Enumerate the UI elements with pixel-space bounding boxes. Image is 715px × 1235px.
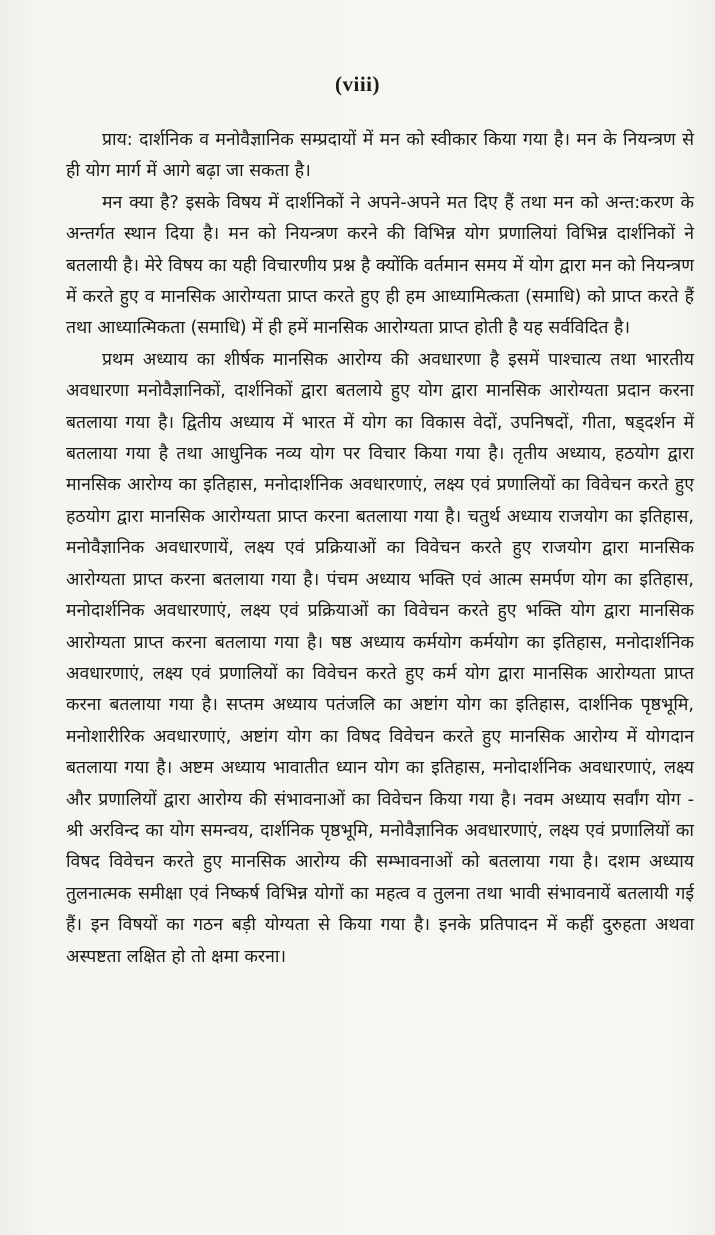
paragraph-1: प्राय: दार्शनिक व मनोवैज्ञानिक सम्प्रदायों में मन को स्वीकार किया गया है। मन के नियन्त्रण से ही योग मार्ग में आगे बढ़ा जा सकता है। bbox=[66, 130, 694, 182]
body-text bbox=[66, 125, 694, 973]
paragraph-3: प्रथम अध्याय का शीर्षक मानसिक आरोग्य की अवधारणा है इसमें पाश्चात्य तथा भारतीय अवधारणा मनोवैज्ञानिकों, दार्शनिकों द्वारा बतलाये हुए योग द्वारा मानसिक आरोग्यता प्रदान करना बतलाया गया है। द्वितीय अध्याय में भारत में योग का विकास वेदों, उपनिषदों, गीता, षड्दर्शन में बतलाया गया है तथा आधुनिक नव्य योग पर विचार किया गया है। तृतीय अध्याय, हठयोग द्वारा मानसिक आरोग्य का इतिहास, मनोदार्शनिक अवधारणाएं, लक्ष्य एवं प्रणालियों का विवेचन करते हुए हठयोग द्वारा मानसिक आरोग्यता प्राप्त करना बतलाया गया है। चतुर्थ अध्याय राजयोग का इतिहास, मनोवैज्ञानिक अवधारणायें, लक्ष्य एवं प्रक्रियाओं का विवेचन करते हुए राजयोग द्वारा मानसिक आरोग्यता प्राप्त करना बतलाया गया है। पंचम अध्याय भक्ति एवं आत्म समर्पण योग का इतिहास, मनोदार्शनिक अवधारणाएं, लक्ष्य एवं प्रक्रियाओं का विवेचन करते हुए भक्ति योग द्वारा मानसिक आरोग्यता प्राप्त करना बतलाया गया है। षष्ठ अध्याय कर्मयोग कर्मयोग का इतिहास, मनोदार्शनिक अवधारणाएं, लक्ष्य एवं प्रणालियों का विवेचन करते हुए कर्म योग द्वारा मानसिक आरोग्यता प्राप्त करना बतलाया गया है। सप्तम अध्याय पतंजलि का अष्टांग योग का इतिहास, दार्शनिक पृष्ठभूमि, मनोशारीरिक अवधारणाएं, अष्टांग योग का विषद विवेचन करते हुए मानसिक आरोग्य में योगदान बतलाया गया है। अष्टम अध्याय भावातीत ध्यान योग का इतिहास, मनोदार्शनिक अवधारणाएं, लक्ष्य और प्रणालियों द्वारा आरोग्य की संभावनाओं का विवेचन किया गया है। नवम अध्याय सर्वांग योग - श्री अरविन्द का योग समन्वय, दार्शनिक पृष्ठभूमि, मनोवैज्ञानिक अवधारणाएं, लक्ष्य एवं प्रणालियों का विषद विवेचन करते हुए मानसिक आरोग्य की सम्भावनाओं को बतलाया गया है। दशम अध्याय तुलनात्मक समीक्षा एवं निष्कर्ष विभिन्न योगों का महत्व व तुलना तथा भावी संभावनायें बतलायी गई हैं। इन विषयों का गठन बड़ी योग्यता से किया गया है। इनके प्रतिपादन में कहीं दुरुहता अथवा अस्पष्टता लक्षित हो तो क्षमा करना। bbox=[66, 349, 694, 967]
paragraph-2: मन क्या है? इसके विषय में दार्शनिकों ने अपने-अपने मत दिए हैं तथा मन को अन्त:करण के अन्तर्गत स्थान दिया है। मन को नियन्त्रण करने की विभिन्न योग प्रणालियां विभिन्न दार्शनिकों ने बतलायी है। मेरे विषय का यही विचारणीय प्रश्न है क्योंकि वर्तमान समय में योग द्वारा मन को नियन्त्रण में करते हुए व मानसिक आरोग्यता प्राप्त करते हुए ही हम आध्यामित्कता (समाधि) को प्राप्त करते हैं तथा आध्यात्मिकता (समाधि) में ही हमें मानसिक आरोग्यता प्राप्त होती है यह सर्वविदित है। bbox=[66, 192, 694, 339]
page-number: (viii) bbox=[335, 72, 380, 96]
